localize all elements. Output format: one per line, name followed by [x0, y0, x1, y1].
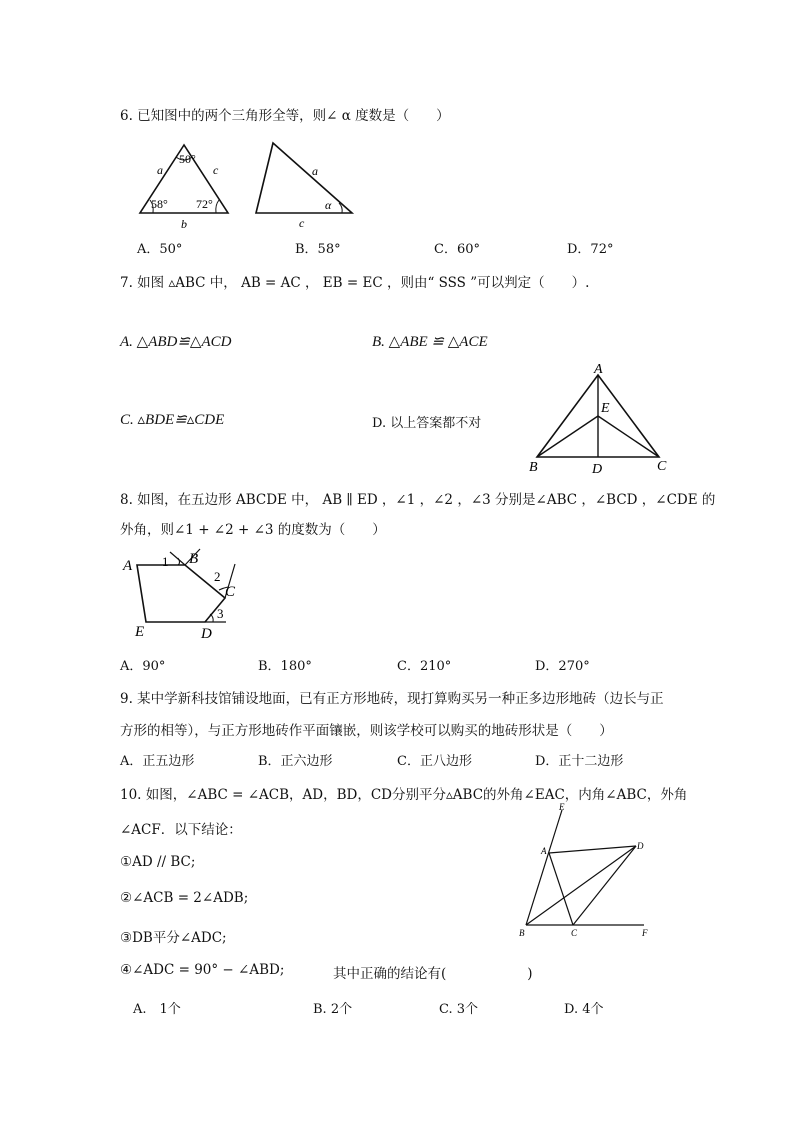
q6-stem: 6. 已知图中的两个三角形全等，则∠ α 度数是（ ）	[120, 108, 450, 124]
q6-fig1-side-c: c	[213, 163, 219, 177]
q10-fig-label-a: A	[541, 846, 547, 856]
q7-fig-label-b: B	[529, 460, 538, 475]
q9-option-d: D．正十二边形	[535, 754, 624, 769]
q6-fig2-side-c: c	[299, 216, 305, 230]
q10-fig-label-b: B	[519, 928, 525, 938]
q10-fig-label-e: E	[559, 802, 565, 812]
q9-option-a: A．正五边形	[120, 754, 195, 769]
q10-option-b: B. 2个	[313, 1002, 353, 1017]
q6-fig1-side-b: b	[181, 217, 187, 231]
q6-option-a: A．50°	[137, 242, 183, 257]
q9-stem-line1: 9. 某中学新科技馆铺设地面，已有正方形地砖，现打算购买另一种正多边形地砖（边长与正	[120, 691, 664, 707]
q7-option-d: D. 以上答案都不对	[372, 416, 482, 431]
q10-fig-label-c: C	[571, 928, 578, 938]
q6-option-b: B．58°	[295, 242, 341, 257]
q7-fig-label-c: C	[657, 459, 667, 474]
q6-option-d: D．72°	[567, 242, 614, 257]
q9-option-c: C．正八边形	[397, 754, 472, 769]
q7-fig-label-a: A	[594, 362, 603, 377]
q6-option-c: C．60°	[434, 242, 480, 257]
q8-fig-label-d: D	[201, 626, 212, 642]
q7-option-c: C. ▵BDE≌▵CDE	[120, 412, 225, 428]
q8-stem-line1: 8. 如图，在五边形 ABCDE 中， AB ∥ ED ，∠1 ，∠2 ，∠3 分别是∠ABC ，∠BCD ，∠CDE 的	[120, 492, 716, 508]
q10-conclusion-3: ③DB平分∠ADC;	[120, 930, 227, 946]
q8-option-c: C．210°	[397, 659, 452, 674]
q10-fig-label-d: D	[637, 841, 644, 851]
q8-option-b: B．180°	[258, 659, 312, 674]
q8-stem-line2: 外角，则∠1 + ∠2 + ∠3 的度数为（ ）	[120, 522, 386, 538]
q8-option-a: A．90°	[120, 659, 166, 674]
q10-conclusion-2: ②∠ACB = 2∠ADB;	[120, 890, 249, 906]
q10-stem-line1: 10. 如图，∠ABC = ∠ACB，AD，BD，CD分别平分▵ABC的外角∠EAC，内角∠ABC，外角	[120, 787, 688, 803]
q10-option-d: D. 4个	[564, 1002, 604, 1017]
q6-fig1-angle-top: 50°	[179, 152, 196, 166]
q6-fig2-angle: α	[325, 198, 332, 212]
q10-conclusion-1: ①AD // BC;	[120, 854, 196, 870]
q6-fig1-angle-left: 58°	[151, 197, 168, 211]
q8-fig-label-c: C	[225, 584, 236, 600]
q7-option-b: B. △ABE ≌ △ACE	[372, 334, 488, 350]
q10-answer-prompt: 其中正确的结论有( )	[333, 966, 533, 982]
q9-option-b: B．正六边形	[258, 754, 333, 769]
q8-option-d: D．270°	[535, 659, 590, 674]
q10-conclusion-4: ④∠ADC = 90° − ∠ABD;	[120, 962, 285, 978]
q10-option-c: C. 3个	[439, 1002, 479, 1017]
q10-option-a: A. 1个	[133, 1002, 181, 1017]
q6-fig1-angle-right: 72°	[196, 197, 213, 211]
q8-fig-angle-1: 1	[162, 554, 169, 569]
q7-option-a: A. △ABD≌△ACD	[120, 334, 232, 350]
q9-stem-line2: 方形的相等），与正方形地砖作平面镶嵌，则该学校可以购买的地砖形状是（ ）	[120, 723, 613, 739]
q8-fig-angle-3: 3	[217, 606, 224, 621]
q7-fig-label-d: D	[592, 462, 603, 477]
q8-fig-angle-2: 2	[214, 569, 221, 584]
q10-fig-label-f: F	[642, 928, 648, 938]
q8-fig-label-e: E	[135, 624, 145, 640]
q10-stem-line2: ∠ACF．以下结论：	[120, 822, 242, 838]
q7-fig-label-e: E	[601, 401, 610, 416]
q6-fig1-side-a: a	[157, 163, 163, 177]
q8-fig-label-a: A	[123, 558, 133, 574]
q6-fig2-side-a: a	[312, 164, 318, 178]
q8-fig-label-b: B	[189, 551, 199, 567]
q7-stem: 7. 如图 ▵ABC 中， AB = AC ， EB = EC ，则由“ SSS ”可以判定（ ）.	[120, 275, 590, 291]
